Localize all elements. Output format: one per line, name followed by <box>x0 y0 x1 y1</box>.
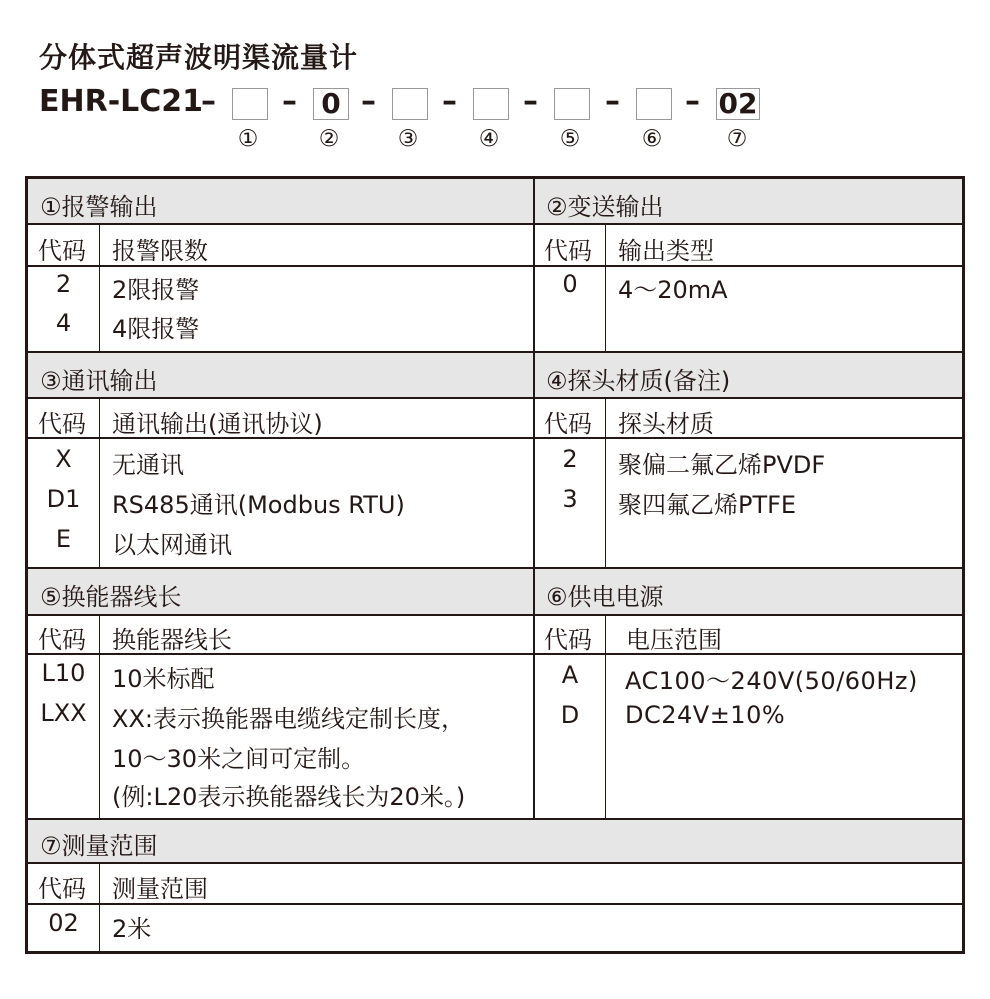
separator: – <box>282 84 297 119</box>
row-code: 2 <box>55 270 72 298</box>
divider <box>28 397 962 399</box>
row-desc: XX:表示换能器电缆线定制长度， <box>112 705 465 733</box>
code-header: 代码 <box>38 410 86 438</box>
row-desc: 2米 <box>112 915 152 943</box>
column-divider <box>99 397 100 567</box>
code-header: 代码 <box>544 626 592 654</box>
column-divider <box>605 614 606 818</box>
section-title-range: ⑦测量范围 <box>40 832 158 860</box>
row-desc: 聚偏二氟乙烯PVDF <box>618 451 826 479</box>
row-code: A <box>561 661 579 689</box>
desc-header: 探头材质 <box>618 410 714 438</box>
code-header: 代码 <box>38 875 86 903</box>
row-desc: AC100～240V(50/60Hz) <box>625 667 918 695</box>
row-desc: (例:L20表示换能器线长为20米。) <box>112 783 466 811</box>
model-slot-5 <box>554 88 590 120</box>
code-header: 代码 <box>38 626 86 654</box>
page-title: 分体式超声波明渠流量计 <box>39 41 359 74</box>
row-code: 02 <box>48 909 79 937</box>
desc-header: 输出类型 <box>618 237 714 265</box>
row-code: D1 <box>46 485 81 513</box>
row-code: 0 <box>562 270 578 298</box>
divider <box>28 614 962 616</box>
section-header-bg <box>28 819 962 863</box>
row-desc: 聚四氟乙烯PTFE <box>618 491 797 519</box>
model-slot-4 <box>473 88 509 120</box>
separator: – <box>442 84 457 119</box>
row-desc: 10～30米之间可定制。 <box>112 745 366 773</box>
slot-index-2: ② <box>318 126 340 152</box>
desc-header: 测量范围 <box>112 875 208 903</box>
row-code: 3 <box>562 485 578 513</box>
model-slot-7: 02 <box>716 88 760 120</box>
desc-header: 通讯输出(通讯协议) <box>112 410 323 438</box>
slot-index-7: ⑦ <box>726 126 748 152</box>
model-slot-6 <box>636 88 672 120</box>
section-title-power: ⑥供电电源 <box>546 583 664 611</box>
divider <box>28 862 962 864</box>
row-code: 4 <box>55 309 72 337</box>
row-desc: 4限报警 <box>112 315 200 343</box>
separator: – <box>361 84 376 119</box>
separator: – <box>201 84 216 119</box>
separator: – <box>605 84 620 119</box>
column-divider <box>99 862 100 951</box>
model-prefix: EHR-LC21 <box>39 84 204 119</box>
model-code-line <box>39 84 799 124</box>
code-header: 代码 <box>544 237 592 265</box>
row-code: 2 <box>562 445 578 473</box>
spec-table <box>25 176 965 954</box>
row-desc: RS485通讯(Modbus RTU) <box>112 491 405 519</box>
divider <box>28 818 962 820</box>
row-code: L10 <box>41 659 86 687</box>
column-divider <box>605 223 606 351</box>
section-title-transmit: ②变送输出 <box>546 193 664 221</box>
row-code: E <box>55 525 72 553</box>
section-title-cable: ⑤换能器线长 <box>40 583 182 611</box>
row-desc: 2限报警 <box>112 276 200 304</box>
divider <box>28 351 962 353</box>
column-divider <box>99 614 100 818</box>
row-desc: 4～20mA <box>618 276 728 304</box>
model-slot-3 <box>392 88 428 120</box>
desc-header: 电压范围 <box>626 626 722 654</box>
separator: – <box>523 84 538 119</box>
slot-index-4: ④ <box>478 126 500 152</box>
row-code: LXX <box>40 699 87 727</box>
slot-index-5: ⑤ <box>559 126 581 152</box>
row-code: X <box>55 445 72 473</box>
slot-index-1: ① <box>237 126 259 152</box>
column-divider <box>605 397 606 567</box>
row-code: D <box>560 701 580 729</box>
slot-index-6: ⑥ <box>641 126 663 152</box>
desc-header: 报警限数 <box>112 237 208 265</box>
section-header-bg <box>28 179 962 223</box>
column-divider <box>99 223 100 351</box>
divider <box>28 223 962 225</box>
model-slot-2: 0 <box>313 88 349 120</box>
row-desc: 10米标配 <box>112 665 215 693</box>
section-title-alarm: ①报警输出 <box>40 193 158 221</box>
code-header: 代码 <box>38 237 86 265</box>
section-header-bg <box>28 353 962 397</box>
section-title-probe: ④探头材质(备注) <box>546 367 731 395</box>
row-desc: 以太网通讯 <box>112 531 232 559</box>
code-header: 代码 <box>544 410 592 438</box>
separator: – <box>685 84 700 119</box>
row-desc: DC24V±10% <box>625 701 786 729</box>
row-desc: 无通讯 <box>112 451 184 479</box>
model-slot-1 <box>232 88 268 120</box>
divider <box>28 567 962 569</box>
desc-header: 换能器线长 <box>112 626 232 654</box>
slot-index-3: ③ <box>397 126 419 152</box>
section-title-comm: ③通讯输出 <box>40 367 158 395</box>
